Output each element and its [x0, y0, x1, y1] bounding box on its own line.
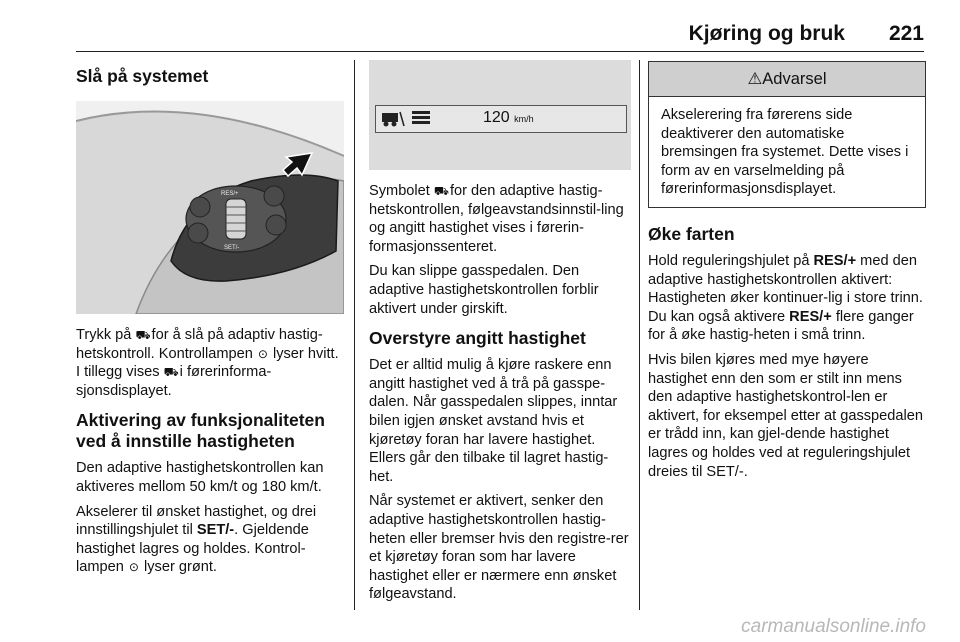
- paragraph-symbol: Symbolet ⛟ for den adaptive hastig-hetskontrollen, følgeavstandsinnstil-ling og angitt hastighet vises i førerin-formasjonssenteret.: [369, 183, 624, 255]
- warning-text: Akselerering fra førerens side deaktiverer den automatiske bremsingen fra systemet. Dette vises i form av en varselmelding på førerinformasjonsdisplayet.: [661, 107, 909, 198]
- header-rule: [76, 51, 924, 52]
- paragraph-accelerate: Akselerer til ønsket hastighet, og drei innstillingshjulet til SET/-. Gjeldende hastighet lagres og holdes. Kontrol-lampen ⊙ lyser grønt.: [76, 503, 317, 576]
- paragraph-turn-on: Trykk på ⛟ for å slå på adaptiv hastig-hetskontroll. Kontrollampen ⊙ lyser hvitt. I tillegg vises ⛟ i førerinforma-sjonsdisplayet.: [76, 327, 339, 399]
- paragraph-system-active: Når systemet er aktivert, senker den adaptive hastighetskontrollen hastig-heten eller bremser hvis den registre-rer et kjøretøy foran som har lavere hastighet eller er nærmere enn ønsket følgeavstand.: [369, 493, 629, 603]
- warning-triangle-icon: ⚠: [747, 70, 763, 88]
- paragraph-higher-speed: Hvis bilen kjøres med mye høyere hastighet enn den som er stilt inn mens den adaptive hastighetskontrol-len er aktivert, for eksempel etter at gasspedalen er trådd inn, kan gjel-dende hastighet lagres og holdes ved at reguleringshjulet dreies til SET/-.: [648, 351, 923, 480]
- watermark: carmanualsonline.info: [741, 616, 926, 637]
- section-title: Kjøring og bruk: [688, 22, 845, 45]
- page-header: [689, 22, 924, 46]
- warning-title: ⚠Advarsel: [649, 62, 925, 97]
- set-minus-label: SET/-: [196, 522, 235, 539]
- steering-wheel-svg: [76, 101, 344, 314]
- heading-increase-speed: Øke farten: [648, 223, 735, 244]
- page-number: 221: [888, 22, 924, 45]
- heading-turn-on: Slå på systemet: [76, 66, 209, 86]
- res-plus-label-2: RES/+: [789, 308, 832, 325]
- driver-info-display-illustration: [369, 60, 631, 170]
- column-divider-1: [354, 60, 355, 610]
- wheel-set-label: SET/-: [224, 245, 240, 251]
- paragraph-speed-range: Den adaptive hastighetskontrollen kan aktiveres mellom 50 km/t og 180 km/t.: [76, 460, 324, 495]
- warning-box: [648, 61, 926, 208]
- paragraph-override: Det er alltid mulig å kjøre raskere enn angitt hastighet ved å trå på gasspe-dalen. Når gasspedalen slippes, inntar bilen igjen ønsket avstand hvis et kjøretøy foran har lavere hastighet. Ellers går den tilbake til lagret hastig-het.: [369, 357, 618, 485]
- column-3: [648, 60, 926, 487]
- res-plus-label: RES/+: [813, 252, 857, 269]
- adaptive-cruise-icon-3: ⛟: [433, 184, 450, 198]
- control-lamp-icon-2: ⊙: [128, 560, 139, 575]
- car-and-distance-icon: [380, 106, 440, 132]
- column-2: [369, 60, 631, 610]
- adaptive-cruise-icon-2: ⛟: [163, 365, 179, 380]
- heading-activation: Aktivering av funksjonaliteten ved å innstille hastigheten: [76, 410, 325, 452]
- steering-wheel-illustration: [76, 101, 344, 314]
- column-divider-2: [639, 60, 640, 610]
- wheel-res-label: RES/+: [221, 191, 239, 197]
- paragraph-release-pedal: Du kan slippe gasspedalen. Den adaptive hastighetskontrollen forblir aktivert under girskift.: [369, 263, 599, 317]
- adaptive-cruise-icon: ⛟: [135, 328, 151, 342]
- paragraph-increase-speed: Hold reguleringshjulet på RES/+ med den adaptive hastighetskontrollen aktivert: Hastigheten øker kontinuer-lig i store trinn. Du kan også aktivere RES/+ flere ganger for å øke hastig-heten i små trinn.: [648, 252, 923, 344]
- heading-override: Overstyre angitt hastighet: [369, 328, 586, 349]
- column-1: [76, 60, 344, 583]
- display-frame: [375, 105, 627, 133]
- display-speed: 120 km/h: [483, 109, 534, 126]
- control-lamp-icon: ⊙: [257, 346, 268, 361]
